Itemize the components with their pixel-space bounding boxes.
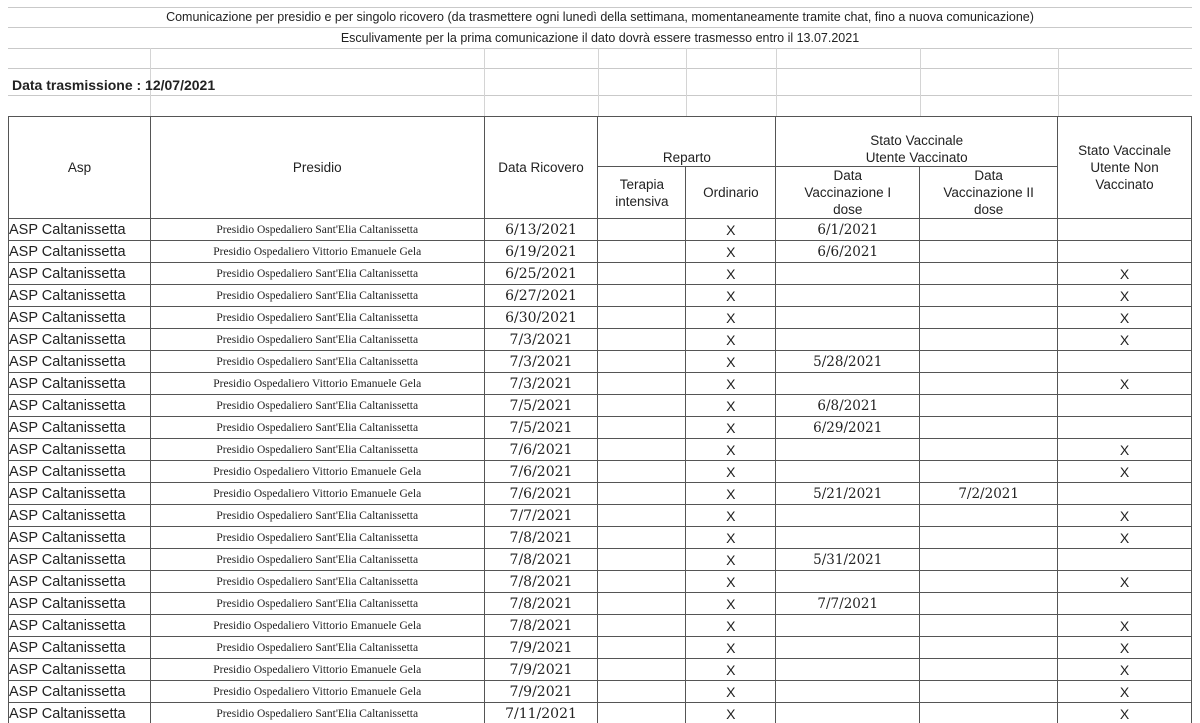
table-row [9, 703, 1192, 723]
cell-data-ricovero: 7/8/2021 [484, 549, 598, 571]
cell-data-ricovero: 6/30/2021 [484, 307, 598, 329]
cell-terapia-intensiva [598, 241, 686, 263]
cell-presidio: Presidio Ospedaliero Sant'Elia Caltanissetta [150, 219, 484, 241]
cell-data-vacc-2 [920, 351, 1058, 373]
cell-data-ricovero: 7/3/2021 [484, 373, 598, 395]
cell-data-vacc-2 [920, 263, 1058, 285]
cell-asp: ASP Caltanissetta [9, 615, 151, 637]
cell-data-ricovero: 7/8/2021 [484, 593, 598, 615]
cell-data-vacc-1: 6/6/2021 [776, 241, 920, 263]
spreadsheet-page [8, 0, 1192, 723]
cell-ordinario: X [686, 703, 776, 723]
cell-data-vacc-1: 5/28/2021 [776, 351, 920, 373]
cell-terapia-intensiva [598, 307, 686, 329]
cell-ordinario: X [686, 439, 776, 461]
cell-asp: ASP Caltanissetta [9, 637, 151, 659]
cell-data-vacc-2 [920, 329, 1058, 351]
grid-line [776, 48, 777, 116]
cell-presidio: Presidio Ospedaliero Vittorio Emanuele Gela [150, 615, 484, 637]
cell-non-vaccinato [1058, 549, 1192, 571]
cell-asp: ASP Caltanissetta [9, 329, 151, 351]
cell-presidio: Presidio Ospedaliero Vittorio Emanuele Gela [150, 373, 484, 395]
cell-terapia-intensiva [598, 681, 686, 703]
cell-data-vacc-1 [776, 659, 920, 681]
cell-asp: ASP Caltanissetta [9, 351, 151, 373]
cell-ordinario: X [686, 571, 776, 593]
cell-data-vacc-2 [920, 527, 1058, 549]
cell-ordinario: X [686, 593, 776, 615]
cell-non-vaccinato [1058, 593, 1192, 615]
cell-data-vacc-2 [920, 615, 1058, 637]
cell-data-ricovero: 7/6/2021 [484, 483, 598, 505]
cell-non-vaccinato [1058, 351, 1192, 373]
cell-data-ricovero: 7/3/2021 [484, 329, 598, 351]
header-grid [8, 0, 1192, 118]
cell-asp: ASP Caltanissetta [9, 571, 151, 593]
table-row [9, 505, 1192, 527]
cell-asp: ASP Caltanissetta [9, 483, 151, 505]
cell-non-vaccinato: X [1058, 505, 1192, 527]
cell-data-vacc-1 [776, 571, 920, 593]
cell-non-vaccinato [1058, 395, 1192, 417]
cell-asp: ASP Caltanissetta [9, 263, 151, 285]
cell-data-vacc-2 [920, 461, 1058, 483]
grid-line [8, 95, 1192, 96]
cell-non-vaccinato: X [1058, 681, 1192, 703]
cell-asp: ASP Caltanissetta [9, 505, 151, 527]
cell-ordinario: X [686, 417, 776, 439]
cell-data-vacc-1 [776, 703, 920, 723]
cell-presidio: Presidio Ospedaliero Vittorio Emanuele Gela [150, 681, 484, 703]
cell-asp: ASP Caltanissetta [9, 417, 151, 439]
table-row [9, 681, 1192, 703]
note-line-2: Esculivamente per la prima comunicazione il dato dovrà essere trasmesso entro il 13.07.2021 [340, 31, 860, 45]
col-stato-vaccinale [776, 117, 1058, 167]
cell-presidio: Presidio Ospedaliero Sant'Elia Caltanissetta [150, 593, 484, 615]
cell-non-vaccinato: X [1058, 637, 1192, 659]
cell-ordinario: X [686, 615, 776, 637]
table-row [9, 395, 1192, 417]
cell-ordinario: X [686, 395, 776, 417]
cell-ordinario: X [686, 373, 776, 395]
cell-data-vacc-1: 5/31/2021 [776, 549, 920, 571]
cell-non-vaccinato: X [1058, 703, 1192, 723]
cell-asp: ASP Caltanissetta [9, 219, 151, 241]
col-asp: Asp [9, 117, 151, 219]
cell-non-vaccinato: X [1058, 615, 1192, 637]
table-row [9, 461, 1192, 483]
cell-presidio: Presidio Ospedaliero Sant'Elia Caltanissetta [150, 417, 484, 439]
cell-data-ricovero: 7/9/2021 [484, 659, 598, 681]
cell-data-vacc-1 [776, 263, 920, 285]
cell-non-vaccinato: X [1058, 461, 1192, 483]
note-line-1: Comunicazione per presidio e per singolo ricovero (da trasmettere ogni lunedì della settimana, momentaneamente tramite chat, fino a nuova comunicazione) [166, 10, 1034, 24]
cell-data-vacc-1 [776, 637, 920, 659]
cell-data-vacc-2: 7/2/2021 [920, 483, 1058, 505]
col-non-vaccinato: Stato Vaccinale Utente Non Vaccinato [1058, 117, 1192, 219]
cell-terapia-intensiva [598, 637, 686, 659]
grid-line [8, 27, 1192, 28]
cell-ordinario: X [686, 219, 776, 241]
cell-terapia-intensiva [598, 395, 686, 417]
cell-ordinario: X [686, 285, 776, 307]
cell-non-vaccinato: X [1058, 329, 1192, 351]
grid-line [8, 48, 1192, 49]
cell-presidio: Presidio Ospedaliero Sant'Elia Caltanissetta [150, 527, 484, 549]
cell-terapia-intensiva [598, 659, 686, 681]
cell-data-vacc-2 [920, 571, 1058, 593]
grid-line [8, 7, 1192, 8]
cell-ordinario: X [686, 527, 776, 549]
table-row [9, 351, 1192, 373]
stato-vaccinale-line1: Stato Vaccinale [870, 133, 964, 148]
col-data-vacc-1: Data Vaccinazione I dose [776, 167, 920, 219]
cell-data-vacc-1 [776, 615, 920, 637]
cell-asp: ASP Caltanissetta [9, 307, 151, 329]
cell-asp: ASP Caltanissetta [9, 461, 151, 483]
cell-data-vacc-2 [920, 593, 1058, 615]
cell-data-vacc-1: 6/8/2021 [776, 395, 920, 417]
cell-presidio: Presidio Ospedaliero Sant'Elia Caltanissetta [150, 395, 484, 417]
cell-asp: ASP Caltanissetta [9, 703, 151, 723]
table-row [9, 329, 1192, 351]
cell-data-vacc-2 [920, 219, 1058, 241]
cell-data-ricovero: 7/5/2021 [484, 395, 598, 417]
cell-data-ricovero: 6/25/2021 [484, 263, 598, 285]
cell-terapia-intensiva [598, 263, 686, 285]
grid-line [920, 48, 921, 116]
cell-terapia-intensiva [598, 219, 686, 241]
cell-data-vacc-1 [776, 329, 920, 351]
grid-line [686, 48, 687, 116]
cell-data-vacc-1: 6/29/2021 [776, 417, 920, 439]
cell-asp: ASP Caltanissetta [9, 439, 151, 461]
cell-asp: ASP Caltanissetta [9, 395, 151, 417]
cell-data-vacc-2 [920, 439, 1058, 461]
cell-data-ricovero: 6/19/2021 [484, 241, 598, 263]
cell-non-vaccinato: X [1058, 659, 1192, 681]
transmission-date: Data trasmissione : 12/07/2021 [12, 77, 216, 93]
cell-presidio: Presidio Ospedaliero Sant'Elia Caltanissetta [150, 505, 484, 527]
cell-asp: ASP Caltanissetta [9, 527, 151, 549]
table-row [9, 615, 1192, 637]
cell-data-vacc-2 [920, 659, 1058, 681]
cell-data-vacc-2 [920, 681, 1058, 703]
cell-non-vaccinato [1058, 483, 1192, 505]
cell-presidio: Presidio Ospedaliero Sant'Elia Caltanissetta [150, 637, 484, 659]
cell-terapia-intensiva [598, 417, 686, 439]
table-row [9, 483, 1192, 505]
cell-ordinario: X [686, 351, 776, 373]
cell-data-ricovero: 7/11/2021 [484, 703, 598, 723]
cell-presidio: Presidio Ospedaliero Sant'Elia Caltanissetta [150, 263, 484, 285]
grid-line [598, 48, 599, 116]
cell-asp: ASP Caltanissetta [9, 659, 151, 681]
cell-asp: ASP Caltanissetta [9, 549, 151, 571]
cell-data-vacc-1 [776, 527, 920, 549]
cell-ordinario: X [686, 483, 776, 505]
cell-data-vacc-1: 5/21/2021 [776, 483, 920, 505]
cell-data-ricovero: 6/13/2021 [484, 219, 598, 241]
cell-data-vacc-2 [920, 285, 1058, 307]
col-data-ricovero: Data Ricovero [484, 117, 598, 219]
cell-ordinario: X [686, 505, 776, 527]
cell-non-vaccinato: X [1058, 571, 1192, 593]
cell-terapia-intensiva [598, 505, 686, 527]
cell-data-ricovero: 7/5/2021 [484, 417, 598, 439]
cell-ordinario: X [686, 263, 776, 285]
table-row [9, 593, 1192, 615]
table-row [9, 241, 1192, 263]
cell-ordinario: X [686, 549, 776, 571]
header-row [9, 117, 1192, 167]
cell-terapia-intensiva [598, 351, 686, 373]
cell-asp: ASP Caltanissetta [9, 593, 151, 615]
admissions-table [8, 116, 1192, 723]
cell-ordinario: X [686, 241, 776, 263]
cell-terapia-intensiva [598, 703, 686, 723]
col-data-vacc-2: Data Vaccinazione II dose [920, 167, 1058, 219]
cell-presidio: Presidio Ospedaliero Sant'Elia Caltanissetta [150, 439, 484, 461]
cell-non-vaccinato: X [1058, 439, 1192, 461]
table-row [9, 285, 1192, 307]
cell-terapia-intensiva [598, 571, 686, 593]
cell-non-vaccinato [1058, 241, 1192, 263]
table-row [9, 659, 1192, 681]
cell-data-ricovero: 7/9/2021 [484, 681, 598, 703]
cell-data-vacc-1 [776, 439, 920, 461]
cell-ordinario: X [686, 637, 776, 659]
cell-terapia-intensiva [598, 615, 686, 637]
cell-data-vacc-1 [776, 307, 920, 329]
cell-asp: ASP Caltanissetta [9, 373, 151, 395]
cell-ordinario: X [686, 461, 776, 483]
cell-non-vaccinato: X [1058, 263, 1192, 285]
cell-terapia-intensiva [598, 527, 686, 549]
cell-non-vaccinato [1058, 219, 1192, 241]
cell-data-vacc-1: 7/7/2021 [776, 593, 920, 615]
cell-terapia-intensiva [598, 439, 686, 461]
cell-terapia-intensiva [598, 373, 686, 395]
cell-data-vacc-1 [776, 373, 920, 395]
stato-vaccinale-line2: Utente Vaccinato [865, 150, 968, 165]
cell-data-ricovero: 7/3/2021 [484, 351, 598, 373]
cell-terapia-intensiva [598, 329, 686, 351]
table-row [9, 373, 1192, 395]
grid-line [484, 48, 485, 116]
cell-data-ricovero: 7/8/2021 [484, 527, 598, 549]
cell-presidio: Presidio Ospedaliero Sant'Elia Caltanissetta [150, 549, 484, 571]
cell-data-ricovero: 7/7/2021 [484, 505, 598, 527]
cell-presidio: Presidio Ospedaliero Sant'Elia Caltanissetta [150, 571, 484, 593]
table-row [9, 549, 1192, 571]
cell-data-vacc-2 [920, 373, 1058, 395]
cell-non-vaccinato: X [1058, 527, 1192, 549]
cell-presidio: Presidio Ospedaliero Sant'Elia Caltanissetta [150, 351, 484, 373]
cell-presidio: Presidio Ospedaliero Sant'Elia Caltanissetta [150, 307, 484, 329]
cell-presidio: Presidio Ospedaliero Sant'Elia Caltanissetta [150, 285, 484, 307]
cell-presidio: Presidio Ospedaliero Vittorio Emanuele Gela [150, 241, 484, 263]
cell-data-vacc-1: 6/1/2021 [776, 219, 920, 241]
cell-non-vaccinato [1058, 417, 1192, 439]
cell-data-vacc-2 [920, 307, 1058, 329]
table-row [9, 219, 1192, 241]
cell-ordinario: X [686, 307, 776, 329]
cell-presidio: Presidio Ospedaliero Vittorio Emanuele Gela [150, 659, 484, 681]
cell-non-vaccinato: X [1058, 285, 1192, 307]
cell-asp: ASP Caltanissetta [9, 241, 151, 263]
cell-presidio: Presidio Ospedaliero Vittorio Emanuele Gela [150, 461, 484, 483]
cell-asp: ASP Caltanissetta [9, 285, 151, 307]
col-terapia-intensiva: Terapia intensiva [598, 167, 686, 219]
table-row [9, 307, 1192, 329]
cell-data-ricovero: 7/8/2021 [484, 615, 598, 637]
grid-line [1058, 48, 1059, 116]
table-row [9, 527, 1192, 549]
cell-data-ricovero: 7/8/2021 [484, 571, 598, 593]
cell-terapia-intensiva [598, 483, 686, 505]
cell-ordinario: X [686, 681, 776, 703]
cell-data-ricovero: 7/6/2021 [484, 461, 598, 483]
cell-terapia-intensiva [598, 549, 686, 571]
cell-data-vacc-2 [920, 703, 1058, 723]
table-row [9, 263, 1192, 285]
table-row [9, 439, 1192, 461]
cell-data-vacc-1 [776, 681, 920, 703]
col-presidio: Presidio [150, 117, 484, 219]
cell-terapia-intensiva [598, 285, 686, 307]
col-ordinario: Ordinario [686, 167, 776, 219]
cell-presidio: Presidio Ospedaliero Sant'Elia Caltanissetta [150, 703, 484, 723]
cell-non-vaccinato: X [1058, 373, 1192, 395]
cell-terapia-intensiva [598, 461, 686, 483]
cell-presidio: Presidio Ospedaliero Vittorio Emanuele Gela [150, 483, 484, 505]
table-row [9, 417, 1192, 439]
cell-data-ricovero: 7/6/2021 [484, 439, 598, 461]
table-body [9, 219, 1192, 723]
cell-data-vacc-1 [776, 461, 920, 483]
cell-data-vacc-2 [920, 417, 1058, 439]
cell-data-vacc-1 [776, 285, 920, 307]
cell-data-ricovero: 7/9/2021 [484, 637, 598, 659]
cell-ordinario: X [686, 329, 776, 351]
grid-line [8, 68, 1192, 69]
cell-data-vacc-2 [920, 505, 1058, 527]
table-row [9, 637, 1192, 659]
cell-data-vacc-1 [776, 505, 920, 527]
cell-data-vacc-2 [920, 241, 1058, 263]
cell-data-vacc-2 [920, 395, 1058, 417]
col-reparto: Reparto [598, 117, 776, 167]
cell-data-vacc-2 [920, 637, 1058, 659]
cell-data-ricovero: 6/27/2021 [484, 285, 598, 307]
cell-data-vacc-2 [920, 549, 1058, 571]
cell-terapia-intensiva [598, 593, 686, 615]
cell-ordinario: X [686, 659, 776, 681]
table-row [9, 571, 1192, 593]
cell-non-vaccinato: X [1058, 307, 1192, 329]
cell-presidio: Presidio Ospedaliero Sant'Elia Caltanissetta [150, 329, 484, 351]
cell-asp: ASP Caltanissetta [9, 681, 151, 703]
